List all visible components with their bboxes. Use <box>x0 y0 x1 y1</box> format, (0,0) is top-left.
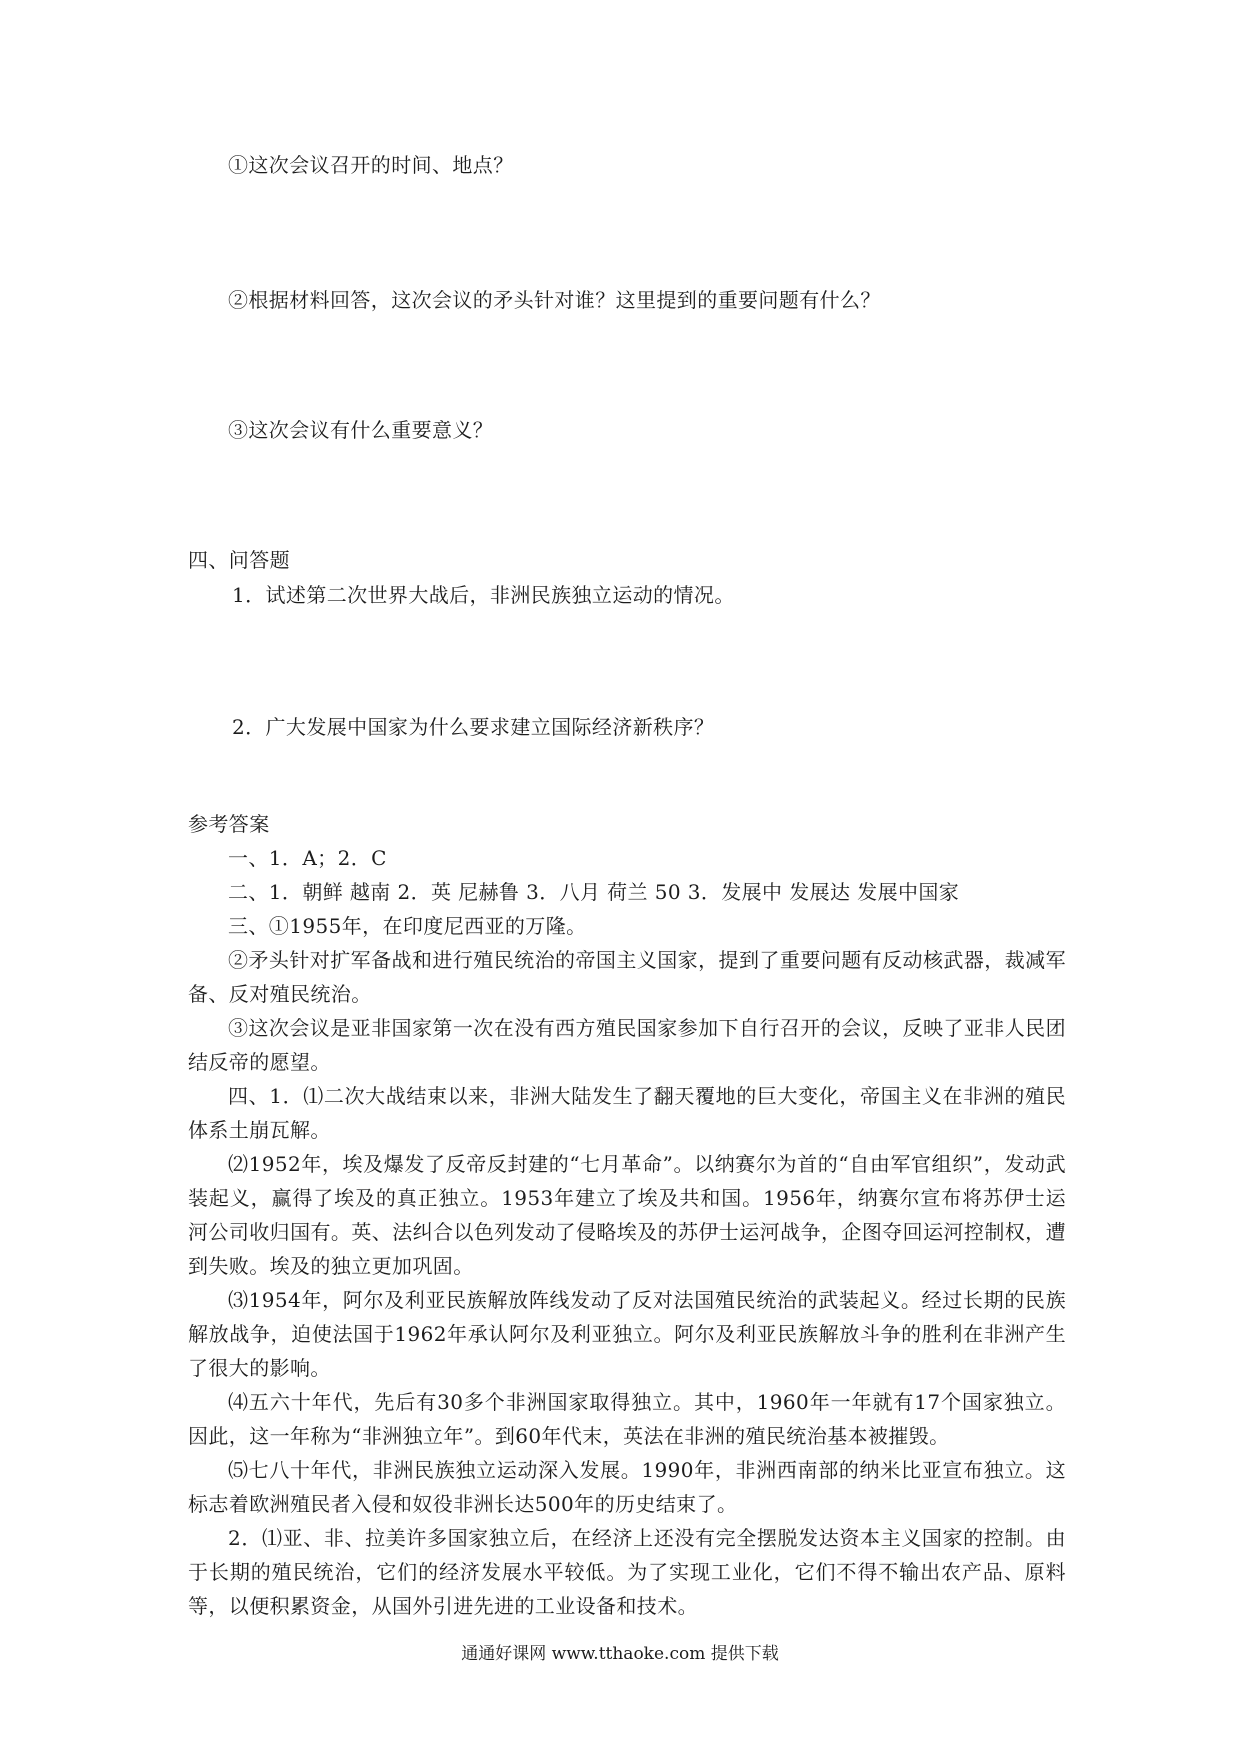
answer-4-1-part-5: ⑸七八十年代，非洲民族独立运动深入发展。1990年，非洲西南部的纳米比亚宣布独立。这标志着欧洲殖民者入侵和奴役非洲长达500年的历史结束了。 <box>188 1458 1066 1516</box>
question-3-2: ②根据材料回答，这次会议的矛头针对谁？这里提到的重要问题有什么？ <box>228 288 881 312</box>
answers-heading: 参考答案 <box>188 812 270 836</box>
question-4-2: 2．广大发展中国家为什么要求建立国际经济新秩序？ <box>232 715 715 739</box>
answer-4-2-part-1: 2．⑴亚、非、拉美许多国家独立后，在经济上还没有完全摆脱发达资本主义国家的控制。由于长期的殖民统治，它们的经济发展水平较低。为了实现工业化，它们不得不输出农产品、原料等，以便积累资金，从国外引进先进的工业设备和技术。 <box>188 1526 1066 1618</box>
answer-4-1-part-3: ⑶1954年，阿尔及利亚民族解放阵线发动了反对法国殖民统治的武装起义。经过长期的民族解放战争，迫使法国于1962年承认阿尔及利亚独立。阿尔及利亚民族解放斗争的胜利在非洲产生了很大的影响。 <box>188 1288 1066 1380</box>
page-footer: 通通好课网 www.tthaoke.com 提供下载 <box>461 1644 779 1664</box>
question-3-3: ③这次会议有什么重要意义？ <box>228 418 494 442</box>
answer-4-1-part-1: 四、1．⑴二次大战结束以来，非洲大陆发生了翻天覆地的巨大变化，帝国主义在非洲的殖民体系土崩瓦解。 <box>188 1084 1066 1142</box>
answer-4-1-part-2: ⑵1952年，埃及爆发了反帝反封建的“七月革命”。以纳赛尔为首的“自由军官组织”，发动武装起义，赢得了埃及的真正独立。1953年建立了埃及共和国。1956年，纳赛尔宣布将苏伊士运河公司收归国有。英、法纠合以色列发动了侵略埃及的苏伊士运河战争，企图夺回运河控制权，遭到失败。埃及的独立更加巩固。 <box>188 1152 1066 1278</box>
answer-1: 一、1．A；2．C <box>228 846 387 870</box>
answer-3-1: 三、①1955年，在印度尼西亚的万隆。 <box>228 914 587 938</box>
answer-2: 二、1．朝鲜 越南 2．英 尼赫鲁 3．八月 荷兰 50 3．发展中 发展达 发展中国家 <box>228 880 960 904</box>
answer-3-2: ②矛头针对扩军备战和进行殖民统治的帝国主义国家，提到了重要问题有反动核武器，裁减军备、反对殖民统治。 <box>188 948 1066 1006</box>
answer-3-3: ③这次会议是亚非国家第一次在没有西方殖民国家参加下自行召开的会议，反映了亚非人民团结反帝的愿望。 <box>188 1016 1066 1074</box>
question-3-1: ①这次会议召开的时间、地点？ <box>228 153 514 177</box>
answer-4-1-part-4: ⑷五六十年代，先后有30多个非洲国家取得独立。其中，1960年一年就有17个国家独立。因此，这一年称为“非洲独立年”。到60年代末，英法在非洲的殖民统治基本被摧毁。 <box>188 1390 1066 1448</box>
question-4-1: 1．试述第二次世界大战后，非洲民族独立运动的情况。 <box>232 583 735 607</box>
section-4-heading: 四、问答题 <box>188 548 290 572</box>
